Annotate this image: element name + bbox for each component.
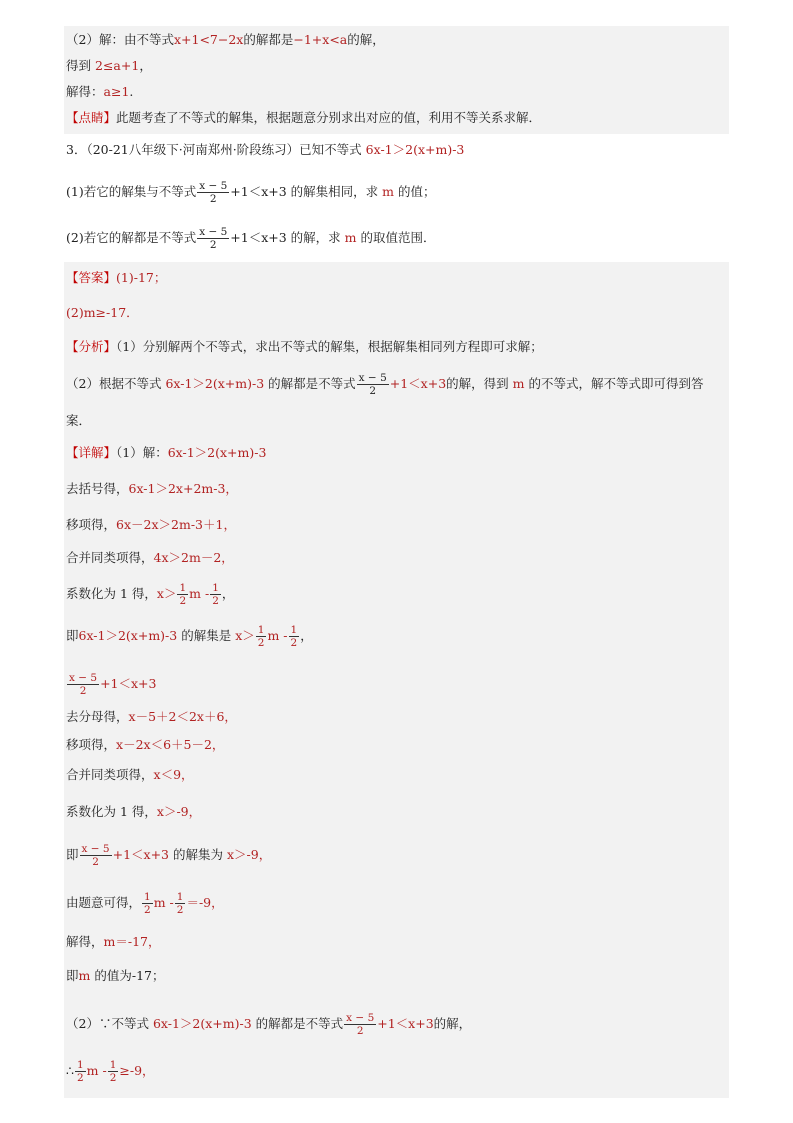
detail-line-5: 系数化为 1 得，x＞ $\frac{1}{2}$ m - $\frac{1}{2}$ ， (66, 582, 235, 607)
fraction-half: $\frac{1}{2}$ (179, 582, 187, 607)
detail-line-2: 去括号得，6x-1＞2x+2m-3， (66, 481, 238, 496)
detail-line-12: 即 $\frac{x - 5}{2}$ +1＜x+3 的解集为 x＞-9， (66, 843, 272, 868)
analysis-line-3: 案． (66, 413, 92, 428)
detail-line-15: 即m 的值为-17； (66, 968, 165, 983)
question-3-part-1: (1)若它的解集与不等式 $\frac{x - 5}{2}$ +1＜x+3 的解集相同，求 m 的值； (66, 180, 436, 205)
remark-line: 【点睛】此题考查了不等式的解集，根据题意分别求出对应的值，利用不等关系求解． (66, 110, 542, 125)
analysis-line-2: （2）根据不等式 6x-1＞2(x+m)-3 的解都是不等式 $\frac{x - 5}{2}$ +1＜x+3的解，得到 m 的不等式，解不等式即可得到答 (66, 372, 704, 397)
fraction-half: $\frac{1}{2}$ (109, 1059, 117, 1084)
question-3-heading: 3．（20-21八年级下·河南郑州·阶段练习）已知不等式 6x-1＞2(x+m)-3 (66, 142, 465, 157)
detail-line-13: 由题意可得， $\frac{1}{2}$ m - $\frac{1}{2}$ ＝-9， (66, 891, 224, 916)
detail-line-14: 解得，m＝-17， (66, 934, 161, 949)
analysis-line-1: 【分析】（1）分别解两个不等式，求出不等式的解集，根据解集相同列方程即可求解； (66, 339, 543, 354)
detail-line-11: 系数化为 1 得，x＞-9， (66, 804, 202, 819)
fraction: $\frac{x - 5}{2}$ (81, 843, 110, 868)
detail-line-7: $\frac{x - 5}{2}$ +1＜x+3 (69, 672, 157, 697)
fraction-half: $\frac{1}{2}$ (257, 624, 265, 649)
fraction: $\frac{x - 5}{2}$ (346, 1012, 375, 1037)
fraction-half: $\frac{1}{2}$ (76, 1059, 84, 1084)
detail-line-1: 【详解】（1）解：6x-1＞2(x+m)-3 (66, 445, 267, 460)
fraction: $\frac{x - 5}{2}$ (69, 672, 98, 697)
detail-line-8: 去分母得，x－5＋2＜2x＋6， (66, 709, 237, 724)
detail-line-17: ∴ $\frac{1}{2}$ m - $\frac{1}{2}$ ≥-9， (66, 1059, 155, 1084)
detail-line-6: 即6x-1＞2(x+m)-3 的解集是 x＞ $\frac{1}{2}$ m - $\frac{1}{2}$ ， (66, 624, 313, 649)
fraction: $\frac{x - 5}{2}$ (199, 226, 228, 251)
fraction-half: $\frac{1}{2}$ (176, 891, 184, 916)
detail-line-4: 合并同类项得，4x＞2m－2， (66, 550, 234, 565)
fraction: $\frac{x - 5}{2}$ (358, 372, 387, 397)
fraction-half: $\frac{1}{2}$ (290, 624, 298, 649)
answer-line-2: (2)m≥-17． (66, 305, 139, 320)
fraction: $\frac{x - 5}{2}$ (199, 180, 228, 205)
answer-line-1: 【答案】(1)-17； (66, 270, 167, 285)
top-line-1: （2）解：由不等式x+1<7−2x的解都是−1+x<a的解， (66, 32, 385, 47)
question-3-part-2: (2)若它的解都是不等式 $\frac{x - 5}{2}$ +1＜x+3 的解，求 m 的取值范围． (66, 226, 436, 251)
fraction-half: $\frac{1}{2}$ (212, 582, 219, 607)
detail-line-9: 移项得，x－2x＜6＋5－2， (66, 737, 225, 752)
fraction-half: $\frac{1}{2}$ (144, 891, 151, 916)
detail-line-16: （2）∵不等式 6x-1＞2(x+m)-3 的解都是不等式 $\frac{x - 5}{2}$ +1＜x+3的解， (66, 1012, 472, 1037)
detail-line-10: 合并同类项得，x＜9， (66, 767, 194, 782)
top-line-2: 得到 2≤a+1， (66, 58, 152, 73)
detail-line-3: 移项得，6x－2x＞2m-3＋1， (66, 517, 236, 532)
top-line-3: 解得：a≥1. (66, 84, 134, 99)
